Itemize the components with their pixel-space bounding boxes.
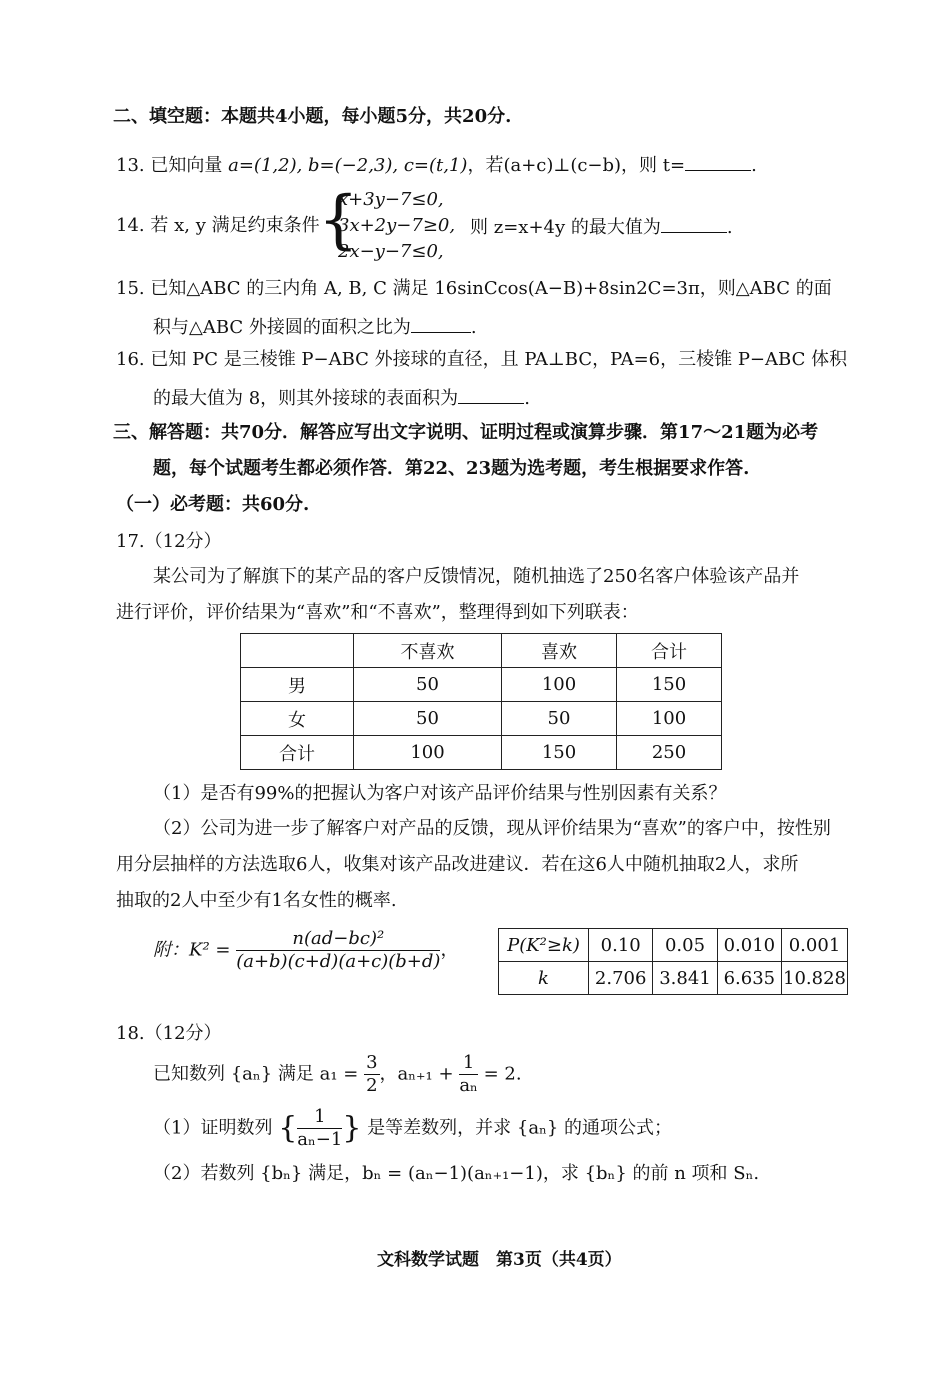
q18-given: 已知数列 {aₙ} 满足 a₁ = $\frac{3}{2}$ ，aₙ₊₁ + $\frac{1}{\text{aₙ}}$ = 2. xyxy=(153,1052,522,1096)
section3-line1: 三、解答题：共70分．解答应写出文字说明、证明过程或演算步骤．第17～21题为必考 xyxy=(113,422,819,443)
table-row: 女 50 50 100 xyxy=(241,702,722,736)
section3-line2: 题，每个试题考生都必须作答．第22、23题为选考题，考生根据要求作答. xyxy=(153,458,750,479)
right-brace-icon: } xyxy=(342,1110,362,1146)
answer-blank xyxy=(685,152,751,171)
q17-head: 17.（12分） xyxy=(116,531,222,552)
q14-tail: 则 z=x+4y 的最大值为 . xyxy=(470,214,733,240)
table-cell xyxy=(241,634,354,668)
answer-blank xyxy=(458,385,524,404)
table-cell: 不喜欢 xyxy=(354,634,502,668)
table-row: 合计 100 150 250 xyxy=(241,736,722,770)
table-row: k 2.706 3.841 6.635 10.828 xyxy=(499,962,848,995)
q17-part2a: （2）公司为进一步了解客户对产品的反馈，现从评价结果为“喜欢”的客户中，按性别 xyxy=(153,818,831,839)
section3-sub: （一）必考题：共60分. xyxy=(116,494,310,515)
page-footer: 文科数学试题 第3页（共4页） xyxy=(377,1250,622,1270)
q17-part2c: 抽取的2人中至少有1名女性的概率. xyxy=(116,890,397,911)
q16-line1: 16. 已知 PC 是三棱锥 P−ABC 外接球的直径，且 PA⊥BC，PA=6，三棱锥 P−ABC 体积 xyxy=(116,349,848,370)
q14-constraint-3: 2x−y−7≤0, xyxy=(338,241,444,262)
q18-part1: （1）证明数列 { $\frac{1}{\text{aₙ−1}}$ } 是等差数列，并求 {aₙ} 的通项公式； xyxy=(153,1106,673,1150)
left-brace-icon: { xyxy=(278,1110,298,1146)
section2-heading: 二、填空题：本题共4小题，每小题5分，共20分. xyxy=(113,106,512,127)
table-row: 男 50 100 150 xyxy=(241,668,722,702)
q15-line2: 积与△ABC 外接圆的面积之比为 . xyxy=(153,314,477,340)
q18-part2: （2）若数列 {bₙ} 满足，bₙ = (aₙ−1)(aₙ₊₁−1)，求 {bₙ} 的前 n 项和 Sₙ. xyxy=(153,1163,760,1184)
table-row: P(K²≥k) 0.10 0.05 0.010 0.001 xyxy=(499,929,848,962)
q13: 13. 已知向量 a=(1,2), b=(−2,3), c=(t,1)，若(a+c)⊥(c−b)，则 t= . xyxy=(116,152,757,178)
critical-value-table xyxy=(498,928,848,995)
q17-p1: 某公司为了解旗下的某产品的客户反馈情况，随机抽选了250名客户体验该产品并 xyxy=(153,566,800,587)
contingency-table xyxy=(240,633,722,770)
q14-constraint-1: x+3y−7≤0, xyxy=(338,189,444,210)
brace-icon: { xyxy=(318,183,359,257)
table-cell: 喜欢 xyxy=(502,634,617,668)
q17-part2b: 用分层抽样的方法选取6人，收集对该产品改进建议．若在这6人中随机抽取2人，求所 xyxy=(116,854,799,875)
answer-blank xyxy=(661,214,727,233)
q14-constraint-2: 3x+2y−7≥0, xyxy=(338,215,456,236)
k-squared-formula: 附：K² = $\frac{\text{n(ad−bc)²}}{(a+b)(c+d)(a+c)(b+d)}$ ， xyxy=(153,928,459,972)
q16-line2: 的最大值为 8，则其外接球的表面积为 . xyxy=(153,385,530,411)
q15-line1: 15. 已知△ABC 的三内角 A, B, C 满足 16sinCcos(A−B)+8sin2C=3π，则△ABC 的面 xyxy=(116,278,832,299)
answer-blank xyxy=(411,314,471,333)
q17-part1: （1）是否有99%的把握认为客户对该产品评价结果与性别因素有关系？ xyxy=(153,783,727,804)
q14-lead: 14. 若 x, y 满足约束条件 xyxy=(116,215,320,236)
table-cell: 合计 xyxy=(617,634,722,668)
q17-p2: 进行评价，评价结果为“喜欢”和“不喜欢”，整理得到如下列联表： xyxy=(116,602,639,623)
q18-head: 18.（12分） xyxy=(116,1023,222,1044)
